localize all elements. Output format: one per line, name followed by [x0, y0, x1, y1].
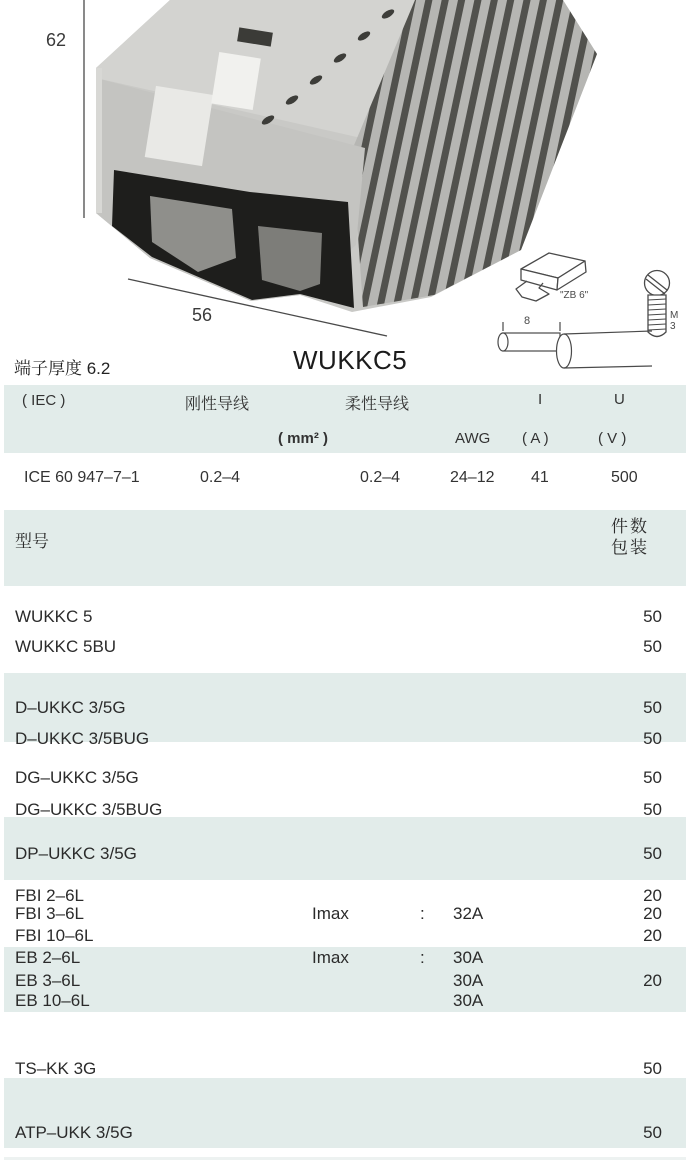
qty-cell: 50	[643, 637, 662, 656]
spec-header-awg: AWG	[455, 430, 491, 447]
table-row	[0, 729, 686, 749]
model-cell: FBI 3–6L	[15, 904, 84, 923]
spec-header-voltage: U	[614, 391, 625, 408]
table-row	[0, 1059, 686, 1079]
imax-colon: :	[420, 948, 425, 967]
table-row	[0, 971, 686, 991]
spec-header-volt: ( V )	[598, 430, 627, 447]
table-row	[0, 1123, 686, 1143]
table-row	[0, 844, 686, 864]
qty-cell: 50	[643, 800, 662, 819]
model-cell: WUKKC 5BU	[15, 637, 117, 656]
imax-value: 30A	[453, 991, 484, 1010]
product-photo	[0, 0, 686, 400]
model-cell: EB 10–6L	[15, 991, 90, 1010]
qty-header-line2: 包装	[611, 538, 649, 557]
model-cell: FBI 10–6L	[15, 926, 94, 945]
imax-value: 30A	[453, 971, 484, 990]
width-dimension-label: 56	[192, 305, 213, 325]
qty-cell: 20	[643, 926, 662, 945]
model-column-header: 型号	[15, 532, 49, 551]
m3-screw-icon	[645, 271, 670, 337]
qty-header-line1: 件数	[611, 517, 649, 536]
table-row	[0, 607, 686, 627]
spec-header-standard: ( IEC )	[22, 392, 66, 409]
qty-cell: 50	[643, 729, 662, 748]
bottom-separator-line	[4, 1157, 686, 1160]
page-title: WUKKC5	[293, 345, 408, 375]
spec-header-flexible: 柔性导线	[345, 396, 410, 413]
table-row	[0, 886, 686, 906]
wire-strip-icon	[498, 322, 652, 368]
imax-colon: :	[420, 904, 425, 923]
qty-cell: 50	[643, 1059, 662, 1078]
table-row	[0, 948, 686, 968]
qty-cell: 50	[643, 607, 662, 626]
imax-label: Imax	[312, 948, 349, 967]
table-row	[0, 904, 686, 924]
imax-value: 32A	[453, 904, 484, 923]
height-dimension-label: 62	[46, 30, 67, 50]
zb6-marker-label: "ZB 6"	[560, 290, 589, 301]
table-row	[0, 800, 686, 820]
table-row	[0, 768, 686, 788]
imax-label: Imax	[312, 904, 349, 923]
model-cell: DG–UKKC 3/5G	[15, 768, 139, 787]
strip-length-label: 8	[524, 315, 531, 327]
qty-cell: 50	[643, 768, 662, 787]
model-cell: D–UKKC 3/5BUG	[15, 729, 150, 748]
spec-header-amp: ( A )	[522, 430, 549, 447]
model-cell: TS–KK 3G	[15, 1059, 97, 1078]
spec-standard-value: ICE 60 947–7–1	[24, 469, 140, 486]
spec-rigid-value: 0.2–4	[200, 469, 241, 486]
spec-header-rigid: 刚性导线	[185, 396, 250, 413]
model-cell: DG–UKKC 3/5BUG	[15, 800, 163, 819]
model-cell: EB 3–6L	[15, 971, 81, 990]
qty-column-header	[611, 516, 649, 558]
imax-value: 30A	[453, 948, 484, 967]
qty-cell: 20	[643, 971, 662, 990]
qty-cell: 50	[643, 1123, 662, 1142]
list-header-band	[4, 510, 686, 586]
spec-flexible-value: 0.2–4	[360, 469, 401, 486]
table-row	[0, 698, 686, 718]
table-row	[0, 637, 686, 657]
terminal-thickness-label: 端子厚度 6.2	[14, 359, 111, 378]
spec-header-mm2: ( mm² )	[278, 430, 328, 447]
table-row	[0, 991, 686, 1011]
qty-cell: 50	[643, 844, 662, 863]
spec-current-value: 41	[531, 469, 549, 486]
spec-header-current: I	[538, 391, 543, 408]
qty-cell: 20	[643, 886, 662, 905]
model-cell: WUKKC 5	[15, 607, 93, 626]
table-row	[0, 926, 686, 946]
model-cell: D–UKKC 3/5G	[15, 698, 126, 717]
model-cell: ATP–UKK 3/5G	[15, 1123, 133, 1142]
spec-awg-value: 24–12	[450, 469, 495, 486]
qty-cell: 50	[643, 698, 662, 717]
spec-voltage-value: 500	[611, 469, 638, 486]
m3-screw-label: M 3	[670, 310, 679, 332]
model-cell: EB 2–6L	[15, 948, 81, 967]
model-cell: DP–UKKC 3/5G	[15, 844, 137, 863]
model-cell: FBI 2–6L	[15, 886, 84, 905]
qty-cell: 20	[643, 904, 662, 923]
